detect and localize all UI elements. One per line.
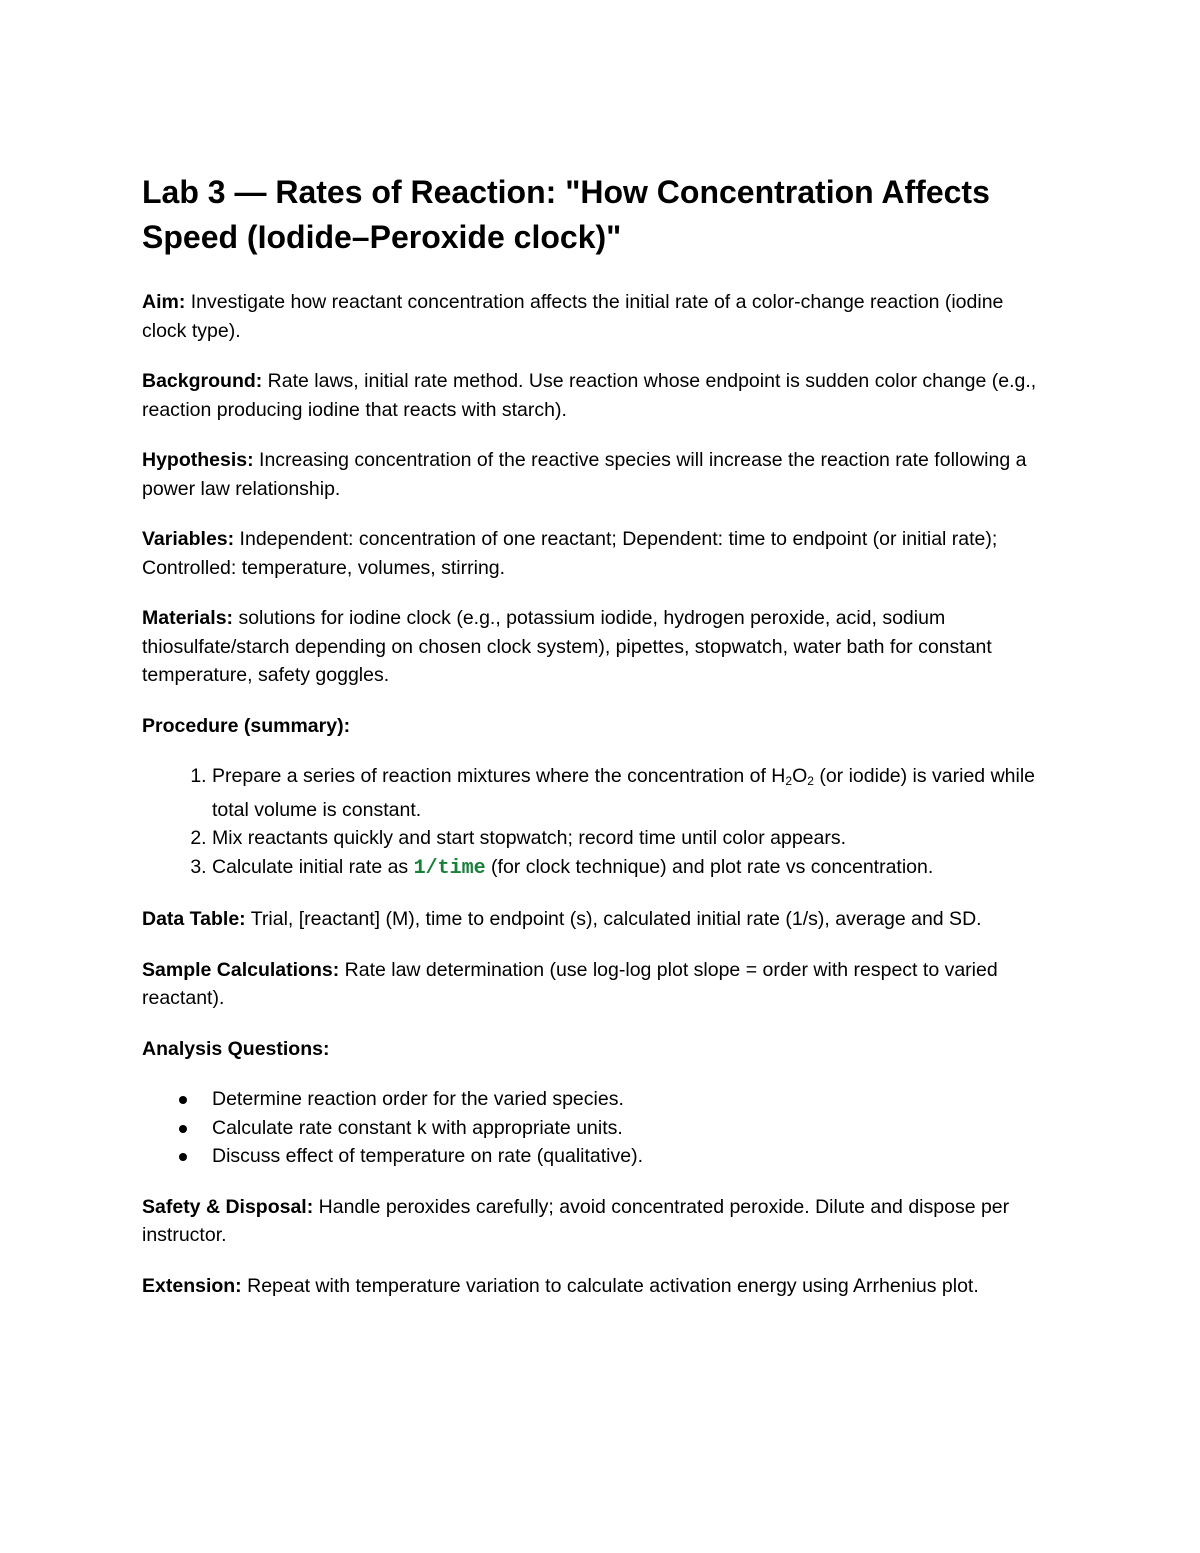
hypothesis-text: Increasing concentration of the reactive species will increase the reaction rate following a power law relationship. (142, 449, 1027, 500)
materials-label: Materials: (142, 607, 234, 629)
analysis-item: Determine reaction order for the varied species. (212, 1085, 1042, 1114)
procedure-label: Procedure (summary): (142, 714, 351, 737)
background-text: Rate laws, initial rate method. Use reaction whose endpoint is sudden color change (e.g., reaction producing iodine that reacts with starch). (142, 370, 1037, 421)
procedure-heading (142, 712, 1042, 741)
extension-text: Repeat with temperature variation to calculate activation energy using Arrhenius plot. (241, 1274, 979, 1297)
variables-text: Independent: concentration of one reactant; Dependent: time to endpoint (or initial rate); Controlled: temperature, volumes, stirring. (142, 528, 998, 579)
background-label: Background: (142, 370, 263, 392)
analysis-heading (142, 1035, 1042, 1064)
sample-calculations-text: Rate law determination (use log-log plot slope = order with respect to varied reactant). (142, 958, 998, 1009)
sample-calculations-paragraph (142, 956, 1042, 1013)
analysis-item: Discuss effect of temperature on rate (qualitative). (212, 1142, 1042, 1171)
extension-paragraph (142, 1272, 1042, 1301)
hypothesis-paragraph (142, 446, 1042, 503)
aim-paragraph (142, 288, 1042, 345)
data-table-label: Data Table: (142, 908, 246, 930)
document-page (142, 170, 1042, 1322)
safety-label: Safety & Disposal: (142, 1195, 314, 1218)
safety-paragraph (142, 1193, 1042, 1250)
variables-paragraph (142, 525, 1042, 582)
sample-calculations-label: Sample Calculations: (142, 958, 340, 981)
procedure-step-1: 1. Prepare a series of reaction mixtures where the concentration of $H_2O_2$ (or iodide) is varied while total volume is constant. (212, 762, 1042, 824)
data-table-text: Trial, [reactant] (M), time to endpoint (s), calculated initial rate (1/s), average and SD. (245, 908, 982, 930)
procedure-step-3: 3. Calculate initial rate as 1/time (for clock technique) and plot rate vs concentration. (212, 853, 1042, 884)
data-table-paragraph (142, 905, 1042, 934)
procedure-list (142, 762, 1042, 883)
analysis-label: Analysis Questions: (142, 1037, 330, 1060)
analysis-item: Calculate rate constant k with appropriate units. (212, 1114, 1042, 1143)
inline-code: 1/time (413, 856, 486, 880)
hypothesis-label: Hypothesis: (142, 449, 254, 471)
extension-label: Extension: (142, 1274, 242, 1297)
analysis-list (142, 1085, 1042, 1171)
background-paragraph (142, 367, 1042, 424)
aim-label: Aim: (142, 291, 186, 313)
aim-text: Investigate how reactant concentration affects the initial rate of a color-change reaction (iodine clock type). (142, 291, 1004, 342)
safety-text: Handle peroxides carefully; avoid concentrated peroxide. Dilute and dispose per instructor. (142, 1195, 1010, 1246)
variables-label: Variables: (142, 528, 235, 550)
page-title: Lab 3 — Rates of Reaction: "How Concentration Affects Speed (Iodide–Peroxide clock)" (142, 174, 990, 255)
materials-paragraph (142, 604, 1042, 690)
materials-text: solutions for iodine clock (e.g., potassium iodide, hydrogen peroxide, acid, sodium thiosulfate/starch depending on chosen clock system), pipettes, stopwatch, water bath for constant temperature, safety goggles. (142, 607, 992, 686)
procedure-step-2: 2. Mix reactants quickly and start stopwatch; record time until color appears. (212, 824, 1042, 853)
